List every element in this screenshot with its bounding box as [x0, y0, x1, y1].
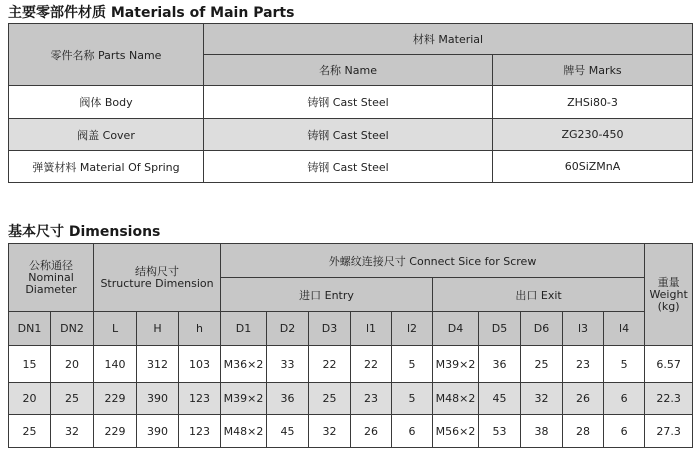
dimension-cell: 390	[137, 415, 179, 448]
dimensions-title: 基本尺寸 Dimensions	[8, 224, 161, 240]
dimension-cell: 53	[479, 415, 521, 448]
dimension-cell: 36	[479, 346, 521, 383]
dimension-cell: 32	[521, 383, 563, 415]
dimension-cell: 6	[604, 415, 645, 448]
material-name-cell: 铸钢 Cast Steel	[204, 119, 493, 151]
part-cell: 弹簧材料 Material Of Spring	[9, 151, 204, 183]
dimension-cell: 5	[604, 346, 645, 383]
part-cell: 阀盖 Cover	[9, 119, 204, 151]
dimension-cell: 20	[51, 346, 94, 383]
column-header-d3: D3	[309, 312, 351, 346]
table-row	[9, 415, 693, 448]
name-header: 名称 Name	[204, 55, 493, 86]
dimension-cell: 23	[351, 383, 392, 415]
column-header-d1: D1	[221, 312, 267, 346]
marks-cell: 60SiZMnA	[493, 151, 693, 183]
column-header-dn2: DN2	[51, 312, 94, 346]
column-header-d4: D4	[433, 312, 479, 346]
nominal-cn-label: 公称通径	[29, 258, 73, 272]
column-header-dn1: DN1	[9, 312, 51, 346]
material-name-cell: 铸钢 Cast Steel	[204, 86, 493, 119]
weight-cn-label: 重量	[657, 275, 680, 289]
dimension-cell: 36	[267, 383, 309, 415]
dimension-cell: 28	[563, 415, 604, 448]
dimension-cell: M39×2	[221, 383, 267, 415]
column-header-d5: D5	[479, 312, 521, 346]
table-row	[9, 151, 693, 183]
dimension-cell: 38	[521, 415, 563, 448]
structure-en-label: Structure Dimension	[100, 276, 214, 290]
exit-header: 出口 Exit	[433, 278, 645, 312]
dimension-cell: 25	[521, 346, 563, 383]
dimension-cell: 22	[309, 346, 351, 383]
weight-header	[645, 244, 693, 346]
column-header-row	[9, 312, 693, 346]
dimensions-table	[8, 243, 693, 448]
column-header-l: L	[94, 312, 137, 346]
dimension-cell: 32	[51, 415, 94, 448]
dimension-cell: 5	[392, 383, 433, 415]
column-header-l3: l3	[563, 312, 604, 346]
column-header-l4: l4	[604, 312, 645, 346]
dimension-cell: M48×2	[433, 383, 479, 415]
dimension-cell: 5	[392, 346, 433, 383]
dimension-cell: 312	[137, 346, 179, 383]
table-row	[9, 383, 693, 415]
dimension-cell: 33	[267, 346, 309, 383]
dimension-cell: 390	[137, 383, 179, 415]
nominal-en-label-2: Diameter	[25, 282, 77, 296]
dimension-cell: 25	[9, 415, 51, 448]
dimension-cell: 45	[267, 415, 309, 448]
dimension-cell: 123	[179, 415, 221, 448]
dimension-cell: 229	[94, 383, 137, 415]
dimension-cell: 103	[179, 346, 221, 383]
dimension-cell: M39×2	[433, 346, 479, 383]
weight-en-label: Weight	[649, 287, 688, 301]
column-header-l1: l1	[351, 312, 392, 346]
connect-screw-header: 外螺纹连接尺寸 Connect Sice for Screw	[221, 244, 645, 278]
table-row	[9, 346, 693, 383]
nominal-en-label-1: Nominal	[28, 270, 74, 284]
dimension-cell: M56×2	[433, 415, 479, 448]
entry-header: 进口 Entry	[221, 278, 433, 312]
material-header: 材料 Material	[204, 24, 693, 55]
dimension-cell: 25	[51, 383, 94, 415]
dimension-cell: 140	[94, 346, 137, 383]
dimension-cell: 123	[179, 383, 221, 415]
dimension-cell: 23	[563, 346, 604, 383]
part-cell: 阀体 Body	[9, 86, 204, 119]
dimension-cell: M36×2	[221, 346, 267, 383]
dimension-cell: 32	[309, 415, 351, 448]
dimension-cell: 6	[392, 415, 433, 448]
dimension-cell: 229	[94, 415, 137, 448]
dimension-cell: 6.57	[645, 346, 693, 383]
dimension-cell: 22.3	[645, 383, 693, 415]
structure-dimension-header	[94, 244, 221, 312]
dimension-cell: 6	[604, 383, 645, 415]
weight-unit-label: (kg)	[657, 299, 680, 313]
column-header-d2: D2	[267, 312, 309, 346]
dimension-cell: M48×2	[221, 415, 267, 448]
dimension-cell: 22	[351, 346, 392, 383]
table-row	[9, 86, 693, 119]
dimension-cell: 25	[309, 383, 351, 415]
marks-cell: ZHSi80-3	[493, 86, 693, 119]
column-header-h: H	[137, 312, 179, 346]
materials-title: 主要零部件材质 Materials of Main Parts	[8, 5, 295, 21]
dimension-cell: 15	[9, 346, 51, 383]
dimension-cell: 26	[351, 415, 392, 448]
materials-table	[8, 23, 693, 183]
column-header-h: h	[179, 312, 221, 346]
marks-header: 牌号 Marks	[493, 55, 693, 86]
marks-cell: ZG230-450	[493, 119, 693, 151]
nominal-diameter-header	[9, 244, 94, 312]
dimension-cell: 27.3	[645, 415, 693, 448]
column-header-l2: l2	[392, 312, 433, 346]
dimension-cell: 20	[9, 383, 51, 415]
parts-name-header: 零件名称 Parts Name	[9, 24, 204, 86]
table-row	[9, 119, 693, 151]
dimension-cell: 45	[479, 383, 521, 415]
structure-cn-label: 结构尺寸	[135, 264, 180, 278]
material-name-cell: 铸钢 Cast Steel	[204, 151, 493, 183]
dimension-cell: 26	[563, 383, 604, 415]
column-header-d6: D6	[521, 312, 563, 346]
